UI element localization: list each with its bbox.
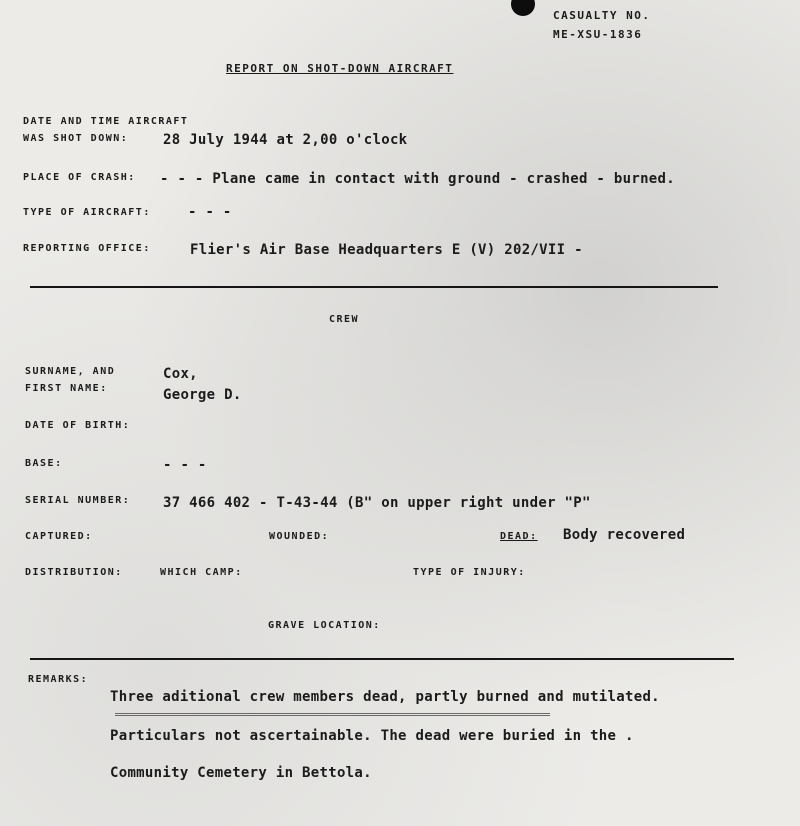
surname-value: Cox, [163, 366, 198, 382]
base-value: - - - [163, 457, 207, 473]
handwritten-underline-mark [115, 713, 550, 716]
reporting-office-value: Flier's Air Base Headquarters E (V) 202/VII - [190, 242, 583, 258]
date-time-value: 28 July 1944 at 2,00 o'clock [163, 132, 408, 148]
section-divider-bottom [30, 658, 734, 660]
date-time-label-line2: WAS SHOT DOWN: [23, 133, 129, 144]
date-of-birth-label: DATE OF BIRTH: [25, 420, 131, 431]
grave-location-label: GRAVE LOCATION: [268, 620, 381, 631]
wounded-label: WOUNDED: [269, 531, 330, 542]
report-title: REPORT ON SHOT-DOWN AIRCRAFT [226, 62, 454, 75]
serial-number-label: SERIAL NUMBER: [25, 495, 131, 506]
first-name-value: George D. [163, 387, 242, 403]
type-of-aircraft-value: - - - [188, 204, 232, 220]
dead-label: DEAD: [500, 531, 538, 542]
place-of-crash-label: PLACE OF CRASH: [23, 172, 136, 183]
serial-number-value: 37 466 402 - T-43-44 (B" on upper right under "P" [163, 495, 591, 511]
type-of-aircraft-label: TYPE OF AIRCRAFT: [23, 207, 151, 218]
reporting-office-label: REPORTING OFFICE: [23, 243, 151, 254]
place-of-crash-value: - - - Plane came in contact with ground - crashed - burned. [160, 171, 675, 187]
base-label: BASE: [25, 458, 63, 469]
date-time-label-line1: DATE AND TIME AIRCRAFT [23, 116, 189, 127]
casualty-label: CASUALTY NO. [553, 9, 651, 22]
remarks-line-2: Particulars not ascertainable. The dead were buried in the . [110, 728, 634, 744]
distribution-label: DISTRIBUTION: [25, 567, 123, 578]
which-camp-label: WHICH CAMP: [160, 567, 243, 578]
type-of-injury-label: TYPE OF INJURY: [413, 567, 526, 578]
dead-value: Body recovered [563, 527, 686, 543]
remarks-line-3: Community Cemetery in Bettola. [110, 765, 372, 781]
captured-label: CAPTURED: [25, 531, 93, 542]
surname-label-line1: SURNAME, AND [25, 366, 116, 377]
punch-hole-mark [511, 0, 535, 16]
remarks-line-1: Three aditional crew members dead, partly burned and mutilated. [110, 689, 660, 705]
casualty-number: ME-XSU-1836 [553, 28, 643, 41]
surname-label-line2: FIRST NAME: [25, 383, 108, 394]
section-divider-top [30, 286, 718, 288]
remarks-label: REMARKS: [28, 674, 89, 685]
crew-section-title: CREW [329, 314, 360, 325]
